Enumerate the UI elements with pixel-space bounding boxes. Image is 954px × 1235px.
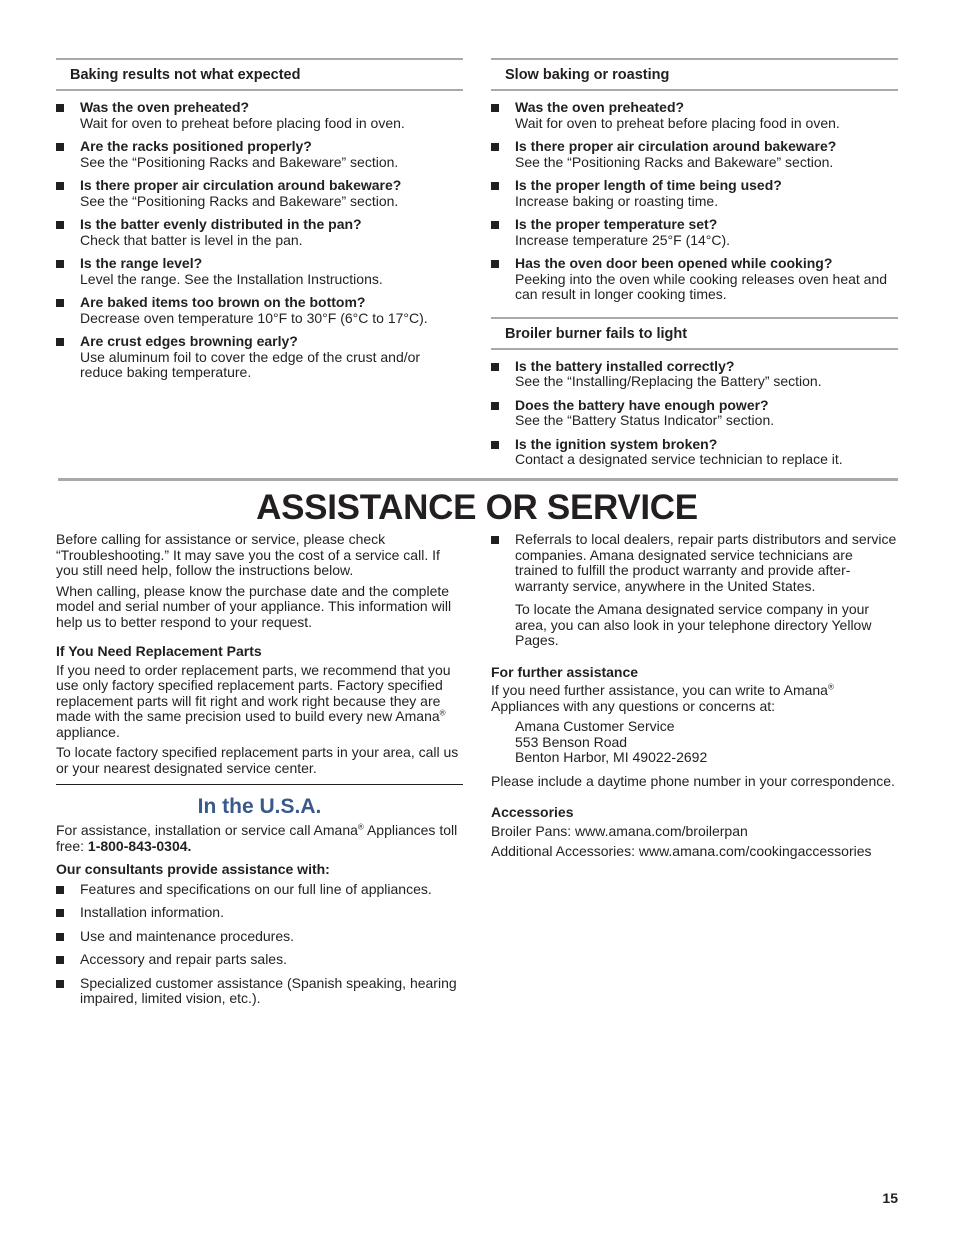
answer: Wait for oven to preheat before placing food in oven.: [515, 114, 840, 131]
bullet-square-icon: [56, 221, 64, 229]
question: Does the battery have enough power?: [515, 396, 769, 413]
accessories-line: Additional Accessories: www.amana.com/cookingaccessories: [491, 843, 872, 859]
registered-mark: ®: [357, 822, 364, 832]
broiler-header: Broiler burner fails to light: [491, 317, 898, 350]
list-item: [56, 295, 463, 326]
list-item: [56, 882, 463, 898]
registered-mark: ®: [827, 682, 834, 692]
question: Is the batter evenly distributed in the pan?: [80, 216, 362, 232]
referrals-list: [491, 532, 898, 594]
item-text: Accessory and repair parts sales.: [80, 951, 287, 967]
list-item: [491, 139, 898, 170]
answer: See the “Battery Status Indicator” section.: [515, 412, 775, 428]
bullet-square-icon: [56, 260, 64, 268]
slow-baking-list: [491, 100, 898, 303]
item-text: Installation information.: [80, 904, 224, 920]
accessories-line: Broiler Pans: www.amana.com/broilerpan: [491, 822, 748, 839]
list-item: [491, 437, 898, 468]
address-line: Benton Harbor, MI 49022-2692: [515, 749, 708, 765]
question: Is the ignition system broken?: [515, 435, 718, 452]
bullet-square-icon: [56, 299, 64, 307]
question: Was the oven preheated?: [515, 99, 685, 115]
baking-results-list: [56, 100, 463, 381]
consultants-heading: Our consultants provide assistance with:: [56, 861, 330, 877]
replacement-parts-heading: If You Need Replacement Parts: [56, 643, 262, 659]
replacement-parts-paragraph: [56, 663, 463, 741]
list-item: [491, 256, 898, 303]
phone-note: Please include a daytime phone number in your correspondence.: [491, 772, 895, 789]
bullet-square-icon: [491, 143, 499, 151]
mailing-address: [491, 719, 898, 766]
intro-paragraph: Before calling for assistance or service, please check “Troubleshooting.” It may save you the cost of a service call. If you still need help, follow the instructions below.: [56, 531, 440, 578]
page-number: 15: [882, 1190, 898, 1206]
usa-heading: In the U.S.A.: [197, 795, 322, 818]
text: If you need to order replacement parts, we recommend that you use only factory specified replacement parts. Factory specified replacement parts will fit right and work right because they are made with the same precision used to build every new Amana: [56, 661, 451, 724]
assistance-right-column: [491, 532, 898, 865]
bullet-square-icon: [56, 182, 64, 190]
phone-number: 1-800-843-0304.: [87, 837, 192, 854]
baking-results-section: [56, 58, 463, 389]
list-item: [491, 217, 898, 248]
bullet-square-icon: [491, 221, 499, 229]
registered-mark: ®: [439, 708, 446, 718]
bullet-square-icon: [56, 980, 64, 988]
list-item: [491, 100, 898, 131]
list-item: [56, 178, 463, 209]
page-title: ASSISTANCE OR SERVICE: [256, 488, 698, 527]
slow-baking-header: Slow baking or roasting: [491, 58, 898, 91]
answer: Wait for oven to preheat before placing food in oven.: [80, 114, 405, 131]
broiler-list: [491, 359, 898, 468]
text: If you need further assistance, you can write to Amana: [491, 682, 828, 698]
answer: Increase baking or roasting time.: [515, 192, 719, 209]
bullet-square-icon: [491, 182, 499, 190]
answer: See the “Positioning Racks and Bakeware” section.: [80, 153, 399, 170]
further-assistance-paragraph: [491, 683, 898, 714]
list-item: [56, 256, 463, 287]
question: Is the proper temperature set?: [515, 216, 718, 232]
list-item: [491, 398, 898, 429]
slow-baking-section: [491, 58, 898, 476]
list-item: [56, 905, 463, 921]
answer: Peeking into the oven while cooking releases oven heat and can result in longer cooking times.: [515, 270, 888, 302]
answer: Increase temperature 25°F (14°C).: [515, 231, 731, 248]
usa-paragraph: [56, 823, 463, 854]
question: Is the battery installed correctly?: [515, 357, 735, 374]
bullet-square-icon: [491, 363, 499, 371]
answer: Check that batter is level in the pan.: [80, 231, 303, 248]
question: Was the oven preheated?: [80, 99, 250, 115]
bullet-square-icon: [56, 909, 64, 917]
text: appliance.: [56, 723, 120, 740]
item-text: Use and maintenance procedures.: [80, 927, 295, 944]
list-item: [56, 100, 463, 131]
answer: See the “Installing/Replacing the Battery” section.: [515, 373, 822, 389]
question: Is the proper length of time being used?: [515, 177, 782, 193]
text: For assistance, installation or service call Amana: [56, 822, 358, 838]
bullet-square-icon: [56, 956, 64, 964]
assistance-left-column: [56, 532, 463, 1015]
referrals-sub-paragraph: To locate the Amana designated service company in your area, you can also look in your telephone directory Yellow Pages.: [515, 601, 872, 648]
address-line: 553 Benson Road: [515, 733, 628, 750]
accessories-heading: Accessories: [491, 804, 574, 820]
intro-paragraph: When calling, please know the purchase date and the complete model and serial number of your appliance. This information will help us to better respond to your request.: [56, 582, 452, 630]
list-item: [56, 929, 463, 945]
answer: See the “Positioning Racks and Bakeware” section.: [80, 192, 399, 209]
answer: Level the range. See the Installation Instructions.: [80, 270, 383, 287]
list-item: [491, 359, 898, 390]
item-text: Features and specifications on our full line of appliances.: [80, 880, 432, 897]
list-item: [56, 952, 463, 968]
item-text: Specialized customer assistance (Spanish speaking, hearing impaired, limited vision, etc.).: [80, 974, 457, 1006]
bullet-square-icon: [491, 402, 499, 410]
question: Are baked items too brown on the bottom?: [80, 294, 366, 310]
bullet-square-icon: [491, 536, 499, 544]
list-item: [491, 178, 898, 209]
bullet-square-icon: [491, 441, 499, 449]
bullet-square-icon: [56, 933, 64, 941]
answer: Use aluminum foil to cover the edge of the crust and/or reduce baking temperature.: [80, 348, 421, 380]
bullet-square-icon: [56, 338, 64, 346]
bullet-square-icon: [56, 143, 64, 151]
bullet-square-icon: [56, 104, 64, 112]
list-item: [56, 139, 463, 170]
bullet-square-icon: [491, 104, 499, 112]
address-line: Amana Customer Service: [515, 718, 675, 734]
question: Has the oven door been opened while cooking?: [515, 255, 833, 271]
list-item: [491, 532, 898, 594]
further-assistance-heading: For further assistance: [491, 663, 639, 680]
list-item: [56, 217, 463, 248]
baking-results-header: Baking results not what expected: [56, 58, 463, 91]
text: Appliances toll free:: [56, 822, 458, 854]
question: Is there proper air circulation around bakeware?: [80, 177, 402, 193]
answer: Decrease oven temperature 10°F to 30°F (6°C to 17°C).: [80, 309, 428, 326]
text: Appliances with any questions or concerns at:: [491, 697, 776, 714]
list-item: [56, 976, 463, 1007]
question: Are the racks positioned properly?: [80, 138, 312, 154]
section-divider: [58, 478, 898, 481]
answer: Contact a designated service technician to replace it.: [515, 451, 843, 467]
question: Is the range level?: [80, 255, 203, 271]
question: Are crust edges browning early?: [80, 333, 298, 349]
question: Is there proper air circulation around bakeware?: [515, 138, 837, 154]
list-item: [56, 334, 463, 381]
answer: See the “Positioning Racks and Bakeware” section.: [515, 153, 834, 170]
divider: [56, 784, 463, 785]
bullet-square-icon: [491, 260, 499, 268]
bullet-square-icon: [56, 886, 64, 894]
item-text: Referrals to local dealers, repair parts distributors and service companies. Amana designated service technicians are trained to fulfill the product warranty and provide after-warranty service, anywhere in the United States.: [515, 531, 897, 594]
replacement-parts-paragraph: To locate factory specified replacement parts in your area, call us or your nearest designated service center.: [56, 744, 459, 776]
consultants-list: [56, 882, 463, 1007]
